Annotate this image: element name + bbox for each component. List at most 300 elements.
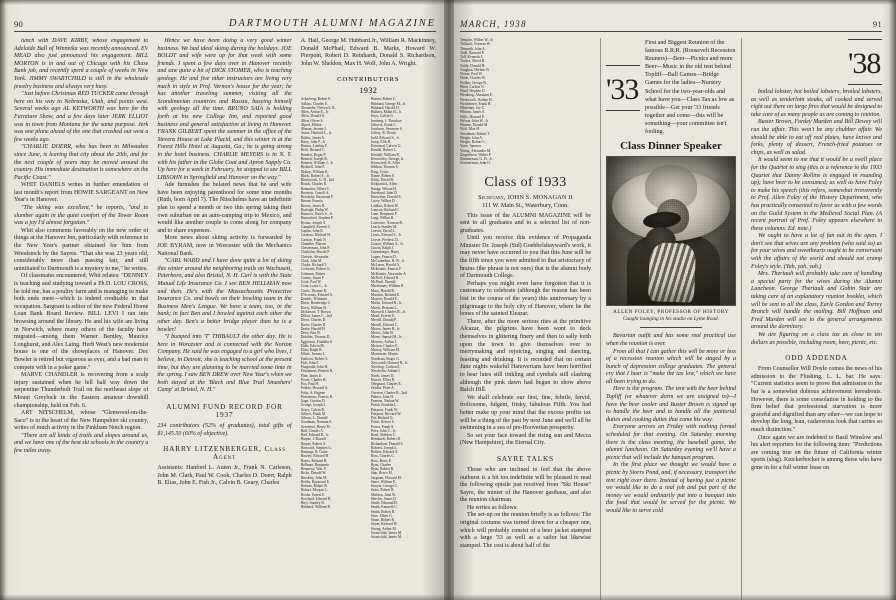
contributor-name: Jabcock, Frank C.	[370, 122, 397, 127]
contributor-name: Chisholm, Harold F.	[300, 250, 330, 255]
paragraph: Here is the program. The tent with the beer behind Topliff (or whatever dorm we are assigned to)—I have the beer cooler and Buster Brown is signed up to handle the beer and to handle all the janitorial duties and cooking duties that come his way.	[605, 386, 737, 423]
right-page	[448, 0, 896, 600]
contributor-name: Hayes, Richard R.	[300, 458, 328, 463]
contributor-name: McKenzie, Alexander A.	[370, 271, 407, 276]
contributor-name: Norton, Elliot B.	[370, 377, 396, 382]
contributor-name: D'Arcenay, Edward A.	[300, 292, 334, 297]
reunion-year-38: '38	[848, 47, 881, 80]
contributor-name: Kendal, Robert L.	[370, 148, 397, 153]
contributor-name: Fitzsimons, Francis R.	[300, 369, 334, 374]
contributor-name: Boynton, Carroll A.	[300, 190, 330, 195]
reunion-rule-bottom-right	[848, 84, 882, 85]
contributor-name: Newberg, Carlton E.	[370, 365, 401, 370]
contributors-lists	[301, 97, 436, 539]
paragraph: A. Hall, George M. Hubbard Jr., William R. Mackinney, Donald McPhail, Edward B. Marks, Howard W. Pierpont, Robert D. Reinhardt, Donald S. Richardson, John W. Sheldon, Max H. Wolf, John A. Wright.	[300, 38, 436, 67]
paragraph: In the first place we thought we would have a picnic by Storrs Pond, and, if necessary, transport the tent right over there. Instead of having just a picnic we would like to do a real job and put part of the money we would ordinarily put into a banquet into the food that would be served for the picnic. We would like to serve cold	[605, 462, 737, 514]
contributor-name: Swartchild, James M.	[370, 535, 402, 540]
contributor-name: Hall, Charles A.	[300, 428, 324, 433]
contributor-name: Reed, Sheldon C.	[370, 433, 396, 438]
contributor-name: Ward, Carlton N.	[460, 84, 485, 89]
contributor-name: Roberts, Joseph L.	[370, 445, 398, 450]
contributor-name: Smith, Robert B.	[370, 509, 396, 514]
contributor-name: Marshin, Richard E.	[370, 292, 400, 297]
contributor-name: Coon, Louis L., Jr.	[300, 284, 328, 289]
contributor-name: Knapp, Wilson H.	[370, 186, 397, 191]
class-secretary	[460, 194, 591, 210]
contributor-name: Mead, Everett E.	[370, 314, 396, 319]
contributor-name: Hobart, Morgan L.	[300, 488, 328, 493]
paragraph: More news about skiing activity is forwarded by JOE BYRAM, now in Worcester with the Mechanics National Bank.	[157, 235, 292, 257]
contributor-name: Bennett, Joseph R.	[300, 156, 328, 161]
contributor-name: Mackinney, William R.	[370, 284, 405, 289]
contributor-name: Carlson, Frank N.	[300, 237, 327, 242]
contributor-name: Wentworth, Nathan H.	[460, 97, 493, 102]
contributor-name: Merrill, Edward C.	[370, 322, 399, 327]
contributor-name: Greenleaf, Henry M.	[300, 424, 331, 429]
contributor-name: Bouck, Charles R.	[300, 182, 328, 187]
contributor-name: Hinckley, John M.	[300, 475, 328, 480]
contributor-name: Mowers, Arthur J.	[370, 339, 397, 344]
contributor-name: Potter, Robert S.	[370, 420, 395, 425]
contributor-name: Price, John C., Jr.	[370, 428, 397, 433]
contributor-name: Macy, Harold B.	[370, 288, 395, 293]
contributor-name: Strong, Arthur M.	[370, 526, 397, 531]
contributor-name: Burrows, Harris S., Jr.	[300, 212, 333, 217]
contributor-name: Wade, Charles W.	[460, 76, 486, 81]
left-column-3	[301, 38, 436, 600]
contributors-year: 1932	[359, 86, 378, 96]
contributors-column-c	[460, 38, 526, 166]
contributor-name: Drew, Ben W.	[300, 331, 321, 336]
contributor-name: Stire, Albert G.	[370, 513, 393, 518]
photo-caption	[606, 309, 736, 322]
contributors-column-b	[371, 97, 436, 539]
contributor-name: Newcomb, Howard B., Jr.	[370, 360, 409, 365]
contributor-name: Morton, Charles E.	[370, 343, 399, 348]
contributor-name: Comey, Stuart F.	[300, 275, 325, 280]
contributor-name: Hicks, Donald W.	[300, 471, 327, 476]
reunion-rule-top-left	[606, 65, 640, 66]
contributor-name: Murray, William M.	[370, 348, 400, 353]
right-running-head	[460, 14, 882, 29]
allen-foley-photo	[606, 156, 736, 306]
contributor-name: Morse, Samuel H., Jr.	[370, 335, 403, 340]
contributor-name: Curtis, Thomas B.	[300, 288, 327, 293]
contributor-name: Tinsmith, John A.	[460, 46, 486, 51]
contributor-name: Jump, Ellis B.	[370, 139, 392, 144]
alumni-fund-heading: ALUMNI FUND RECORD FOR 1937	[166, 402, 283, 419]
contributor-name: Ballou, James A.	[300, 135, 326, 140]
contributor-name: Zimmerman, John O.	[460, 161, 491, 166]
right-column-1	[460, 38, 591, 600]
contributor-name: Whitehair, Jay C.	[460, 106, 486, 110]
contributor-name: Ziegenhorn, Walter F.	[460, 152, 492, 157]
contributor-name: Gage, Gordon D.	[300, 399, 326, 404]
contributor-name: Ackerberg, Robert E.	[300, 97, 332, 102]
contributor-name: Ross, Harry P.	[370, 458, 392, 463]
paragraph: Mrs. Theriault will probably take care of handling a special party for the wives during the Alumni Luncheon. George Theriault and Gobin Stair are taking care of an explanatory reunion booklet, which will be sent to all the class, Earle Gordon and Torrey Branch will handle the mailing. Bill Hoffman and Fred Marden will see to the general arrangements around the dormitory.	[751, 271, 882, 331]
contributor-name: Flint, James E.	[300, 373, 323, 378]
contributor-name: Christie, Alexander	[300, 254, 329, 259]
contributor-name: Todd, Barnard P.	[460, 50, 485, 55]
contributor-name: Howland, Edward H.	[300, 496, 332, 501]
contributor-name: Knowlton, Donald S.	[370, 195, 402, 200]
paragraph: Those who are inclined to feel that the above outburst is a bit too indefinite will be pleased to read the following epistle just received from "Ski House" Sayre, the minter of the Hanover gasthaus, and also the reunion chairman.	[460, 466, 591, 504]
paragraph: lunch with DAVE KIRBY, whose engagement to Adelaide Ball of Winnetka was recently announced. EV MEAD also just announced his engagement. BILL MORTON is in and out of Chicago with his Chase Bank job, and recently spent a couple of weeks in New York. JIMMY SWARTCHILD is still in the wholesale jewelry business and always very busy.	[14, 38, 149, 90]
photo-caption-subtitle: Caught lounging in his studio on Lyme Road.	[622, 315, 720, 322]
contributor-name: Morris, John W.	[370, 331, 395, 336]
contributor-name: Ryan, Robert B.	[370, 467, 395, 472]
contributor-name: Cook, Paul W.	[300, 280, 322, 285]
contributor-name: Maxwell, Charles R., Jr.	[370, 309, 406, 314]
contributor-name: Burtonford, Stephen F.	[300, 216, 334, 221]
contributor-name: Barry, John F., Jr.	[300, 139, 326, 144]
contributor-name: Fritts, A. Eugene	[300, 390, 326, 395]
contributor-name: Harper, Robert A.	[300, 441, 327, 446]
contributor-name: Campbell, Everett C.	[300, 224, 332, 229]
contributor-name: Tucker, Alfred R.	[460, 59, 486, 64]
paragraph: boiled lobster, hot boiled lobsters, broiled lobsters, as well as tenderloin steaks, all cooked and served right out there on large fires that would be designed to take care of as many people as are coming to reunion.	[751, 89, 882, 118]
contributor-name: Allen, Donald S.	[300, 114, 325, 119]
contributor-name: Kinne, Robert E.	[370, 173, 396, 178]
contributor-name: Jacobson, Seymour S.	[370, 127, 403, 132]
contributor-name: Holmes, Robert B.	[300, 484, 328, 489]
contributor-name: Allen, Arthur E., Jr.	[300, 110, 329, 115]
paragraph: Hence we have been doing a very good winter business. We had ideal skiing during the holidays. JOE BOLDT and wife were up for that week with some friends. I spent a few days over in Hanover recently and saw quite a bit of DICK STOMER, who is teaching geology. He and five other instructors are living very much in style in Prof. Vernon's house for the year; he has another traveling summer, visiting all the Scandinavian countries and Russia, busying himself with geology all the time. BRUNO SAIA is holding forth at his new College Inn, and reported good business and general satisfaction at living in Hanover. FRANK GILBERT spent the summer in the office of the Stevens House at Lake Placid, and this winter is at the Forest Hills Hotel at Augusta, Ga.; he is going strong in the hotel business. CHARLIE MEYERS is in N. Y. with his father in the Globe Coat and Apron Supply Co. Up here for a week in February, he stopped to see BILL LIBSOHN in Springfield and Hanover on the way."	[157, 38, 292, 181]
contributor-name: Thibault, Norman W.	[460, 42, 491, 47]
contributor-name: Young, Alexander M.	[460, 148, 491, 153]
contributor-name: Litzenberger, Harry	[370, 250, 400, 255]
contributor-name: Ross, Charles C.	[370, 454, 395, 459]
contributor-name: Lewis, Edward S., Jr.	[370, 233, 402, 238]
contributor-name: Doerr, Charles D.	[300, 322, 327, 327]
contributor-name: Marsh, Bertram L.	[370, 305, 398, 310]
contributor-name: Adkins, Charles E.	[300, 101, 328, 106]
contributor-name: Peach, Franklin L.	[370, 403, 398, 408]
contributor-name: Elliott, Jerome L.	[300, 352, 326, 357]
contributor-name: Lamson, Richard C.	[370, 207, 400, 212]
contributor-name: Winans, Donald M.	[460, 123, 489, 127]
issue-date: MARCH, 1938	[460, 19, 527, 29]
contributor-name: Yates, Spencer	[460, 144, 482, 149]
contributor-name: Byram, Joseph A.	[300, 220, 327, 225]
contributors-heading: CONTRIBUTORS	[337, 76, 400, 84]
left-running-head	[14, 14, 436, 29]
contributor-name: Moore, James B., Jr.	[370, 326, 401, 331]
contributor-name: Chesterman, John P.	[300, 246, 330, 251]
contributor-name: Alexander, Nelson S. B.	[300, 105, 336, 110]
contributor-name: Marks, Edward B., Jr.	[370, 301, 403, 306]
paragraph: From Counsellor Will Doyle comes the news of his admission to the Flushing, L. L. bar. He says: "Current statistics seem to prove that admission to the bar is a somewhat dubious achievement hereabouts. However, there is some consolation in holding to the firm belief that professional starvation is more graceful and dignified than any other—we can hope to develop the long, lean, cadaverous look that carries so much distinction."	[751, 366, 882, 433]
contributor-name: Bicknell, John F.	[300, 165, 325, 170]
contributor-name: Hubbard, William R.	[300, 505, 331, 510]
contributor-name: Altman, Jerome J.	[300, 127, 327, 132]
contributor-name: Keirstead, Calvert G.	[370, 144, 402, 149]
contributors-column-a	[301, 97, 366, 539]
contributor-name: Wills, Howard P.	[460, 114, 485, 119]
contributor-name: Goodman, Norman S.	[300, 420, 333, 425]
contributor-name: McKenzie, Francis F.	[370, 267, 402, 272]
caption-rule	[640, 327, 702, 328]
contributor-name: Smith, Kenneth C.	[370, 505, 398, 510]
contributor-name: Dickinson, T. Brown	[300, 309, 331, 314]
contributor-name: King, Cyrus	[370, 169, 389, 174]
contributor-name: Beck, Richard C.	[300, 148, 326, 153]
odd-addenda-heading: ODD ADDENDA	[785, 354, 848, 363]
photo-vignette	[607, 157, 735, 305]
contributor-name: Woodman, Robert T.	[460, 131, 490, 136]
contributor-name: Storer, Richard W.	[370, 522, 398, 527]
paragraph: "I bumped into 'T' THIBAULT the other day. He is here in Worcester and is connected with the Norton Company. He said he was engaged to a girl who lives, I believe, in Detroit; she is teaching school at the present time, but they are planning to be married some time in the spring. I saw BEN DREW over New Year's when we both stayed at the 'Black and Blue Trail Smashers' Camp' at Bristol, N. H."	[157, 334, 292, 394]
paragraph: Of classmates encountered, Whit relates: "DENNEY is teaching and studying toward a Ph.D. LOU CROSS, he told me, has a poultry farm and is managing to make both ends meet—which is indeed creditable in that occupation. Sargeant is editor of the new Federal Home Loan Bank Board Review. BILL LEVI I ran into browsing around the library. He and his wife are living in Norwich, where many others of the faculty have migrated—among them Warner Bentley, Maurice Longhurst, and Alex Laing. Herb West's new modernist house is one of the showplaces of Hanover. Doc Bowler is retired but vigorous as ever, and a bad man to compete with in a poker game."	[14, 273, 149, 371]
left-folio: 90	[14, 19, 24, 29]
paragraph: "There are all kinds of trails and slopes around us, and we have one of the best ski schools in the country a few miles away.	[14, 432, 149, 455]
contributor-name: Zimmerman, G. H., Jr.	[460, 157, 493, 161]
right-columns	[460, 38, 882, 600]
contributor-name: Hastings, R. Guise	[300, 450, 328, 455]
contributor-name: Davis, Bainbridge C.	[300, 301, 332, 306]
contributor-name: Ireys, Calvin G.	[370, 114, 394, 119]
class-dinner-speaker-heading: Class Dinner Speaker	[620, 140, 722, 153]
contributor-name: Homer, Robert C.	[370, 97, 397, 102]
class-agent-assistants: Assistants: Hanford L. Auten Jr., Frank N. Carleson, John M. Clark, Paul W. Cook, Charles D. Doerr, Ralph B. Elias, John E. Fish Jr., Calvin B. Geary, Charles	[157, 465, 292, 487]
alumni-fund-record	[157, 403, 291, 488]
paragraph: Until you receive this evidence of Propaganda Minister Dr. Joseph (Sid) Goebbelshayward's work, it may never have occurred to you that this June will be the fifth since you were admitted to that aristocracy of brains (the phrase is not ours) that is the alumni body of Dartmouth College.	[460, 235, 591, 280]
contributor-name: Kernworth, R. Allen	[370, 161, 401, 166]
paragraph: He writes as follows:	[467, 504, 518, 511]
contributor-name: Brown, Francis	[300, 199, 323, 204]
contributor-name: Clarke, Richard T.	[300, 263, 328, 268]
contributor-name: Lang, Wilbur B.	[370, 216, 395, 221]
contributor-name: Dillon, James C., 2nd	[300, 314, 332, 319]
left-column-1	[14, 38, 148, 600]
contributor-name: Linson, William A., Jr.	[370, 241, 404, 246]
contributor-name: Stone, Robert R.	[370, 518, 395, 523]
contributor-name: Cardozo, Michael H.	[300, 233, 331, 238]
paragraph: From all that I can gather this will be more or less of a recession reunion which will be staged by a bunch of depression college graduates. The general cry that I hear is "make the tax low," which we have all been trying to do.	[605, 348, 737, 385]
secretary-name: Secretary, JOHN S. MONAGAN II	[478, 193, 573, 201]
contributor-name: Wertheimer, Frank H.	[460, 101, 492, 106]
contributor-name: Harwood, Stephen G.	[300, 445, 332, 450]
contributor-name: Hennessy, Wm. F.	[300, 467, 327, 472]
paragraph: Bavarian outfit and has some real practical use when the reunion is over.	[605, 333, 737, 347]
contributor-name: Wilson, John W., Jr.	[460, 118, 489, 123]
contributor-name: Gibson, L. Donald	[300, 416, 328, 421]
contributor-name: McNeil, Edward B.	[370, 275, 399, 280]
contributor-name: Foster, Charles R.	[300, 377, 327, 382]
paragraph: WHIT DANIELS writes in further emendation of last month's report from HOWIE SARGEANT on New Year's in Hanover.	[14, 182, 149, 204]
contributor-name: Palmer, John H.	[370, 394, 394, 399]
contributor-name: North, James D.	[370, 373, 395, 378]
contributor-name: Lacey, Wilbur D.	[370, 199, 396, 204]
contributor-name: Brown, James R.	[300, 203, 326, 208]
contributor-name: Lane, Benjamin P.	[370, 212, 398, 217]
contributor-name: George, Joseph J.	[300, 403, 326, 408]
contributor-name: Leavitt, David L.	[370, 229, 396, 234]
contributor-name: Merrill, Donald P.	[370, 318, 397, 323]
contributor-name: Sears, Robert R.	[370, 488, 395, 493]
contributor-name: Wright, John A.	[460, 135, 483, 140]
contributor-name: Mortensen, Martin	[370, 352, 398, 357]
contributor-name: Hooke, Ernest E.	[300, 492, 326, 497]
left-columns	[14, 38, 436, 600]
contributor-name: Kibbon, Thomas E.	[370, 165, 399, 170]
left-column-2	[157, 38, 291, 600]
contributor-name: Pierpont, Frank W.	[370, 407, 398, 412]
contributor-name: Bendixt, Roger P.	[300, 152, 327, 157]
contributor-name: Swartchild, James M.	[370, 530, 402, 535]
paragraph: Once again we are indebted to Basil Winslow and his alert reporters for the following item: "Predictions are coming true on the future of California winter sports (slug). Knickerbocker is among those who have gone in for a full winter lease on	[751, 434, 882, 471]
contributor-name: Hubbard, Harold H.	[370, 105, 400, 110]
contributor-name: Geary, Calvin B.	[300, 407, 325, 412]
contributor-name: Brooksby, Raymond F.	[300, 195, 334, 200]
contributor-name: Coleman, Robert	[300, 271, 326, 276]
contributor-name: Verner, Paul W.	[460, 72, 483, 76]
reunion-year-33: '33	[605, 72, 639, 106]
contributor-name: Eggleston, Franklin S.	[300, 339, 333, 344]
contributor-name: Elias, Ralph B.	[300, 348, 323, 353]
paragraph: The set-up on the reunion briefly is as follows: The original costume was turned down for a cheaper one, which will probably consist of a beer jacket stamped with a large '33 as well as a sailor hat likewise stamped. The cost is about half of the	[460, 512, 591, 549]
contributor-name: Toll, Kenneth J.	[460, 55, 483, 59]
contributor-name: Cochrane, Robert G.	[300, 267, 331, 272]
reunion-text-block	[645, 39, 736, 136]
reunion-banner	[606, 39, 736, 136]
contributor-name: Sargeant, Howard M.	[370, 475, 402, 480]
paragraph: "Just before Christmas RED TUCKER came through here on his way to Nebraska, Utah, and points west. Several weeks ago AL KEYWORTH was here for the Furniture Show, and a few days later JERK ELLIOT was in town from Montana for the same purpose. Jerk was one plane ahead of the one that crashed out west a few weeks ago.	[14, 91, 149, 143]
contributor-name: Hobbs, Raymond E.	[300, 479, 330, 484]
photo-caption-name: ALLEN FOLEY, PROFESSOR OF HISTORY	[613, 309, 729, 316]
contributor-name: Fitzsimons, Francis R.	[300, 394, 334, 399]
paragraph: Ade furnishes the belated news that he and wife have been enjoying parenthood for some nine months (Ruth, born April 7). The Nitschelms have an indefinite plan to spend a month or two this spring taking their own suburban on an auto-camping trip to Mexico, and would like another couple to come along for company and to share expenses.	[157, 182, 292, 234]
right-column-3	[751, 38, 882, 600]
reunion-text: First and Biggest Reunion of the famous R.R.R. (Roosevelt Recession Reuners)—Beer—Picnics and more Beer—Music in the old tent behind Topliff—Ball Games—Bridge Games for the ladies—Nursery School for the two-year-olds and what have you—Class Tax as low as possible—Get your '33 friends together and come—this will be something—your committee isn't fooling.	[644, 40, 736, 136]
contributor-name: Reinhardt, Robert D.	[370, 437, 401, 442]
paragraph: "The skiing was excellent," he reports, "and to slumber again in the quiet comfort of the Tower Room was a joy I'd almost forgotten."	[14, 205, 149, 227]
contributor-name: Odegaard, Charles E.	[370, 382, 402, 387]
contributor-name: Beaton, Lindsay F.	[300, 144, 328, 149]
paragraph: There, after the more serious rites at the primitive Alcazar, the pilgrims have been wont to deck themselves in glittering finery and then to sally forth upon the town to give themselves over to merrymaking and rejoicing, singing and dancing, feasting and drinking. It is recorded that on certain June nights wakeful Hanoverians have been horrified to hear lutes still tinkling and cymbals still clashing although the pink dawn had begun to show above Balch Hill.	[460, 318, 591, 394]
contributor-name: Logan, Francis D.	[370, 254, 397, 259]
reunion-left-cell	[606, 65, 640, 111]
contributor-name: Power, Frank A.	[370, 424, 395, 429]
contributor-name: Pitt, Richard G.	[370, 416, 394, 421]
contributor-name: Walker, George B.	[460, 80, 487, 85]
contributor-name: Davis, William H.	[300, 305, 327, 310]
contributor-name: Kendall, William R.	[370, 152, 400, 157]
contributor-name: Needham, Roger G.	[370, 356, 400, 361]
contributor-name: Weinberg, Abraham E.	[460, 93, 493, 98]
contributor-name: Hawley, Edward H.	[300, 454, 329, 459]
contributor-name: Hoyt, Stanley B.	[300, 501, 325, 506]
contributor-name: Pearson, Nathan W.	[370, 399, 400, 404]
contributor-name: Ryan, Charles	[370, 462, 392, 467]
paragraph: So set your face toward the rising sun and Mecca (New Hampshire), the Eternal City.	[460, 432, 591, 447]
contributor-name: Wolf, Max H.	[460, 127, 480, 132]
contributor-name: Richardson, Donald S.	[370, 441, 404, 446]
paragraph: Everyone arrives on Friday with nothing formal scheduled for that evening. On Saturday morning there is the class meeting, the baseball game, the alumni luncheon. On Saturday evening we'll have a picnic that will include the banquet program.	[605, 424, 737, 461]
paragraph: "CHARLIE DOERR, who has been in Milwaukee since June, is leaving that city about the 20th, and for the next couple of years may be moved around the country. His immediate destination is somewhere on the Pacific Coast."	[14, 144, 149, 181]
right-head-rule	[460, 31, 882, 32]
secretary-address: 111 W. Main St., Waterbury, Conn.	[482, 201, 569, 209]
contributor-name: Tuttle, Donald H.	[460, 63, 486, 68]
contributor-name: Caplan, John E.	[300, 229, 324, 234]
contributor-name: Elder, Edwin M.	[300, 343, 325, 348]
paragraph: We ought to have a lot of fun out in the open. I don't see that wives are any problem (who said so) as for your wives and sweethearts ought to be conversant with the affairs of the world and should not cramp Foley's style. (Yah, yah, yah.)	[751, 233, 882, 270]
class-agent-heading: HARRY LITZENBERGER, Class Agent	[163, 445, 286, 462]
paragraph: Perhaps you might even have forgotten that it is customary to celebrate (although the reason has been lost in the course of the years) this anniversary by a pilgrimage to the holy city of Hanover, where lie the bones of the sainted Eleazar.	[460, 280, 591, 318]
paragraph: This issue of the ALUMNI MAGAZINE will be sent to all graduates and to a selected list of non-graduates.	[460, 212, 591, 234]
magazine-title: DARTMOUTH ALUMNI MAGAZINE	[228, 18, 436, 29]
contributor-name: Pierpont, Howard W.	[370, 411, 402, 416]
paragraph: We are figuring on a class tax as close to ten dollars as possible, including room, beer, picnic, etc.	[751, 332, 882, 346]
contributor-name: Bishop, William K.	[300, 169, 329, 174]
contributor-name: Smith, Edmund D.	[370, 501, 398, 506]
contributor-name: Chandler, Marvin	[300, 241, 327, 246]
right-column-2	[600, 38, 742, 600]
contributor-name: Kirkpatrick, Allen	[370, 182, 397, 187]
contributor-name: Jeffery, R. Dewitt	[370, 131, 397, 136]
contributor-name: Shevlin, James D.	[370, 496, 397, 501]
contributor-name: McLaren, Harold A.	[370, 263, 400, 268]
right-folio: 91	[872, 19, 882, 29]
reunion-right-cell	[848, 39, 882, 85]
reunion-rule-bottom-left	[606, 110, 640, 111]
contributor-name: Isenberg, J. Theodore	[370, 118, 402, 123]
reunion-rule-top-right	[848, 39, 882, 40]
contributor-name: Leyser, Frederic D.	[370, 237, 399, 242]
contributor-name: Bennett, William J., Jr.	[300, 161, 334, 166]
contributor-name: Hall, Edward R., Jr.	[300, 433, 330, 438]
contributor-name: Litwin, Ralph J.	[370, 246, 395, 251]
contributor-name: Templin, Wilber W., Jr.	[460, 38, 494, 42]
contributor-name: Kenworthy, George, Jr.	[370, 156, 405, 161]
contributor-name: Drake, Harold H.	[300, 326, 326, 331]
paragraph: "CARL WARD and I have done quite a lot of skiing this winter around the neighboring trails on Wachusett, Peterboro, and also Bristol, N. H. Carl is with the State Mutual Life Insurance Co. I see BEN HELLMAN now and then. He's with the Massachusetts Protective Insurance Co. and bowls on their bowling team in the Business Men's League. We have a team, too, in the bank; in fact Ben and I bowled against each other the other day. Ben's a better bridge player than he is a bowler!	[157, 258, 292, 333]
contributor-name: McConnelsie, R. W., Jr.	[370, 258, 405, 263]
contributor-name: Allen, Oliver S.	[300, 118, 324, 123]
contributor-name: Rollins, Edward A.	[370, 450, 399, 455]
contributor-name: Vaughan, Herbert N.	[460, 67, 490, 72]
contributor-name: Gilbert, Frank M.	[300, 411, 327, 416]
contributor-name: Hubbard, George M., Jr.	[370, 101, 406, 106]
contributor-name: Frisbie, Howard A.	[300, 386, 329, 391]
contributor-name: Endicott, Robert S.	[300, 356, 329, 361]
paragraph: We shall celebrate our first, fine, febrile, fervid, frolicsome, fulgent, frisky, fabulous Fifth. You had better make up your mind that the excess profits tax will be a thing of the past by next June and we'll all be swimming in a sea of pre-Hooverian prosperity.	[460, 394, 591, 432]
paragraph: Buster Brown, Fordey Marden and Bill Dewey will run the affair. This won't be any chubber affair. We should be able to eat off real plates, have knives and forks, plenty of dessert, French-fried potatoes or chips, as well as salad.	[751, 119, 882, 156]
contributor-name: Fitzgerald, John H.	[300, 365, 329, 370]
contributor-name: Daniels, Whitman	[300, 297, 327, 302]
contributor-name: Overton, Charles R., 2nd	[370, 390, 407, 395]
contributor-name: Ortolin, Peter A.	[370, 386, 395, 391]
paragraph: ART NITSCHELM, whose "Glenwood-on-the-Saco" is in the heart of the New Hampshire ski country, writes of much activity in the Pinkham Notch region.	[14, 410, 149, 432]
contributor-name: Burleigh, Philip W.	[300, 207, 329, 212]
contributor-name: Sauer, William E.	[370, 479, 397, 484]
paragraph: Whit also comments favorably on the new order of things at the Hanover Inn, particularly with reference to the New Year's partner obtained for him from Woodstock by the Sayres. "That she was 23 years old, considerably more than passing fair, and still uninitiated to Dartmouth is a mystery to me," he writes.	[14, 227, 149, 272]
contributor-name: Black, Robert S., Jr.	[300, 173, 330, 178]
class-of-1933-heading: Class of 1933	[484, 174, 567, 190]
speaker-photo-box	[606, 156, 736, 328]
contributor-name: Laidlaw, Robert W.	[370, 203, 399, 208]
contributor-name: Bonnotier, Albert C.	[300, 186, 330, 191]
contributor-name: Ward, Stephen D.	[460, 89, 486, 93]
contributor-name: Clark, John M.	[300, 258, 323, 263]
contributor-name: Sawyer, George C.	[370, 484, 398, 489]
contributor-name: Kirby, David B.	[370, 178, 394, 183]
contributor-name: Nitschelm, Adrian J.	[370, 369, 401, 374]
contributor-name: Alpert, Milton	[300, 122, 322, 127]
contributor-name: Sheldon, John W.	[370, 492, 397, 497]
contributor-name: Blashworth, G. H., 2nd	[300, 178, 335, 183]
